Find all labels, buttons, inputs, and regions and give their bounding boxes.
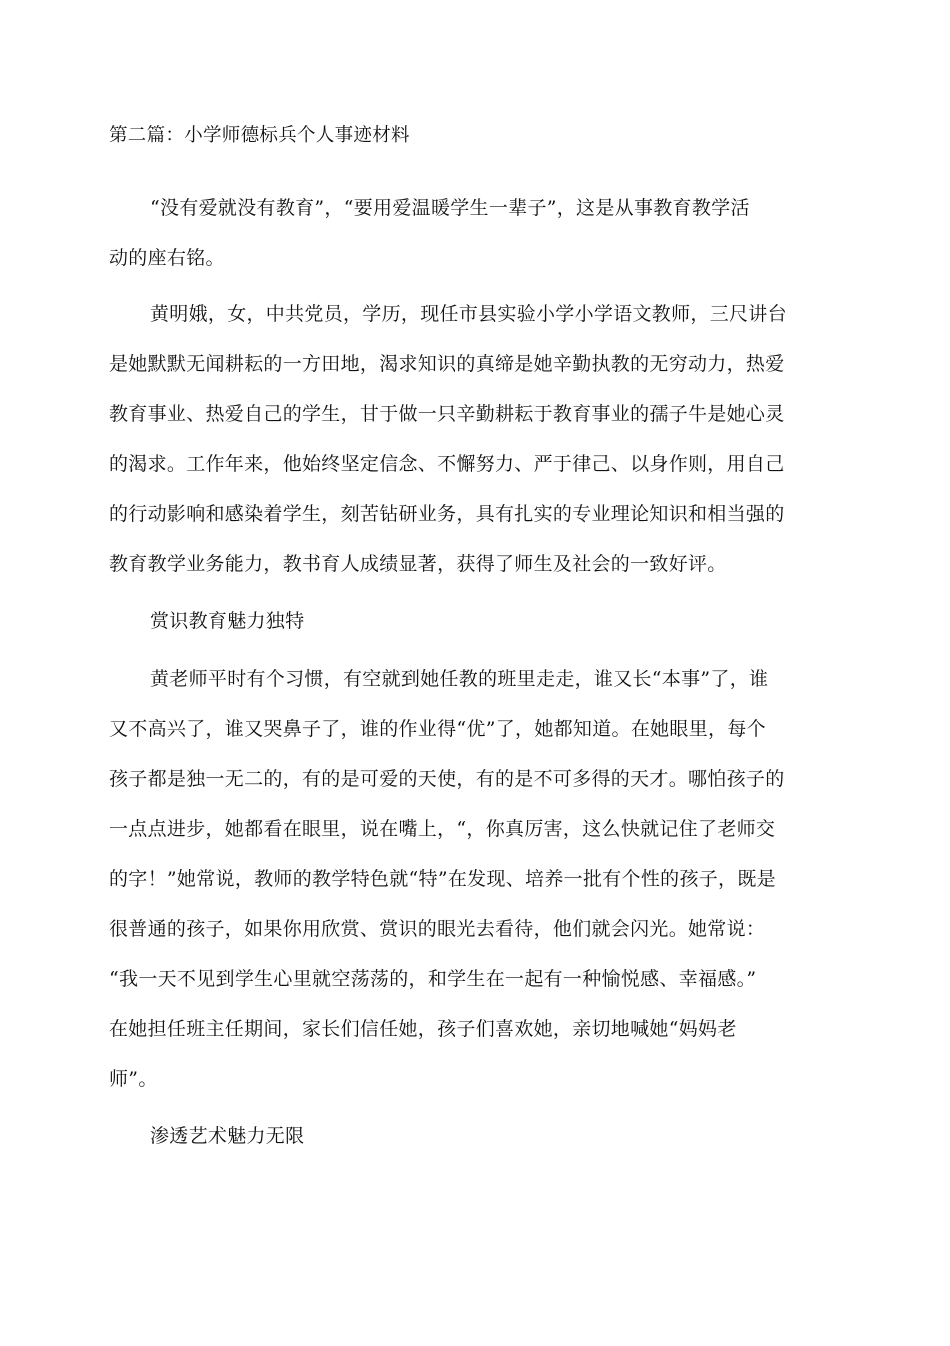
paragraph-line: 孩子都是独一无二的，有的是可爱的天使，有的是不可多得的天才。哪怕孩子的 (109, 768, 785, 790)
paragraph-line: “我一天不见到学生心里就空荡荡的，和学生在一起有一种愉悦感、幸福感。” (109, 968, 757, 990)
paragraph-line: 师”。 (109, 1068, 158, 1090)
paragraph-line: 黄明娥，女，中共党员，学历，现任市县实验小学小学语文教师，三尺讲台 (150, 303, 787, 325)
paragraph-line: 在她担任班主任期间，家长们信任她，孩子们喜欢她，亲切地喊她“妈妈老 (109, 1018, 737, 1040)
paragraph-line: 黄老师平时有个习惯，有空就到她任教的班里走走，谁又长“本事”了，谁 (150, 668, 769, 690)
paragraph-line: “没有爱就没有教育”，“要用爱温暖学生一辈子”，这是从事教育教学活 (150, 197, 750, 219)
paragraph-line: 动的座右铭。 (109, 247, 225, 269)
paragraph-line: 又不高兴了，谁又哭鼻子了，谁的作业得“优”了，她都知道。在她眼里，每个 (109, 718, 766, 740)
document-title: 第二篇：小学师德标兵个人事迹材料 (109, 125, 410, 146)
paragraph-line: 教育事业、热爱自己的学生，甘于做一只辛勤耕耘于教育事业的孺子牛是她心灵 (109, 403, 785, 425)
section-heading-appreciation: 赏识教育魅力独特 (150, 610, 305, 632)
paragraph-line: 很普通的孩子，如果你用欣赏、赏识的眼光去看待，他们就会闪光。她常说： (109, 918, 766, 940)
paragraph-line: 的渴求。工作年来，他始终坚定信念、不懈努力、严于律己、以身作则，用自己 (109, 453, 785, 475)
paragraph-line: 一点点进步，她都看在眼里，说在嘴上，“，你真厉害，这么快就记住了老师交 (109, 818, 776, 840)
paragraph-line: 教育教学业务能力，教书育人成绩显著，获得了师生及社会的一致好评。 (109, 553, 727, 575)
paragraph-line: 是她默默无闻耕耘的一方田地，渴求知识的真缔是她辛勤执教的无穷动力，热爱 (109, 353, 785, 375)
paragraph-line: 的行动影响和感染着学生，刻苦钻研业务，具有扎实的专业理论知识和相当强的 (109, 503, 785, 525)
paragraph-line: 的字！”她常说，教师的教学特色就“特”在发现、培养一批有个性的孩子，既是 (109, 868, 776, 890)
section-heading-art: 渗透艺术魅力无限 (150, 1125, 305, 1147)
